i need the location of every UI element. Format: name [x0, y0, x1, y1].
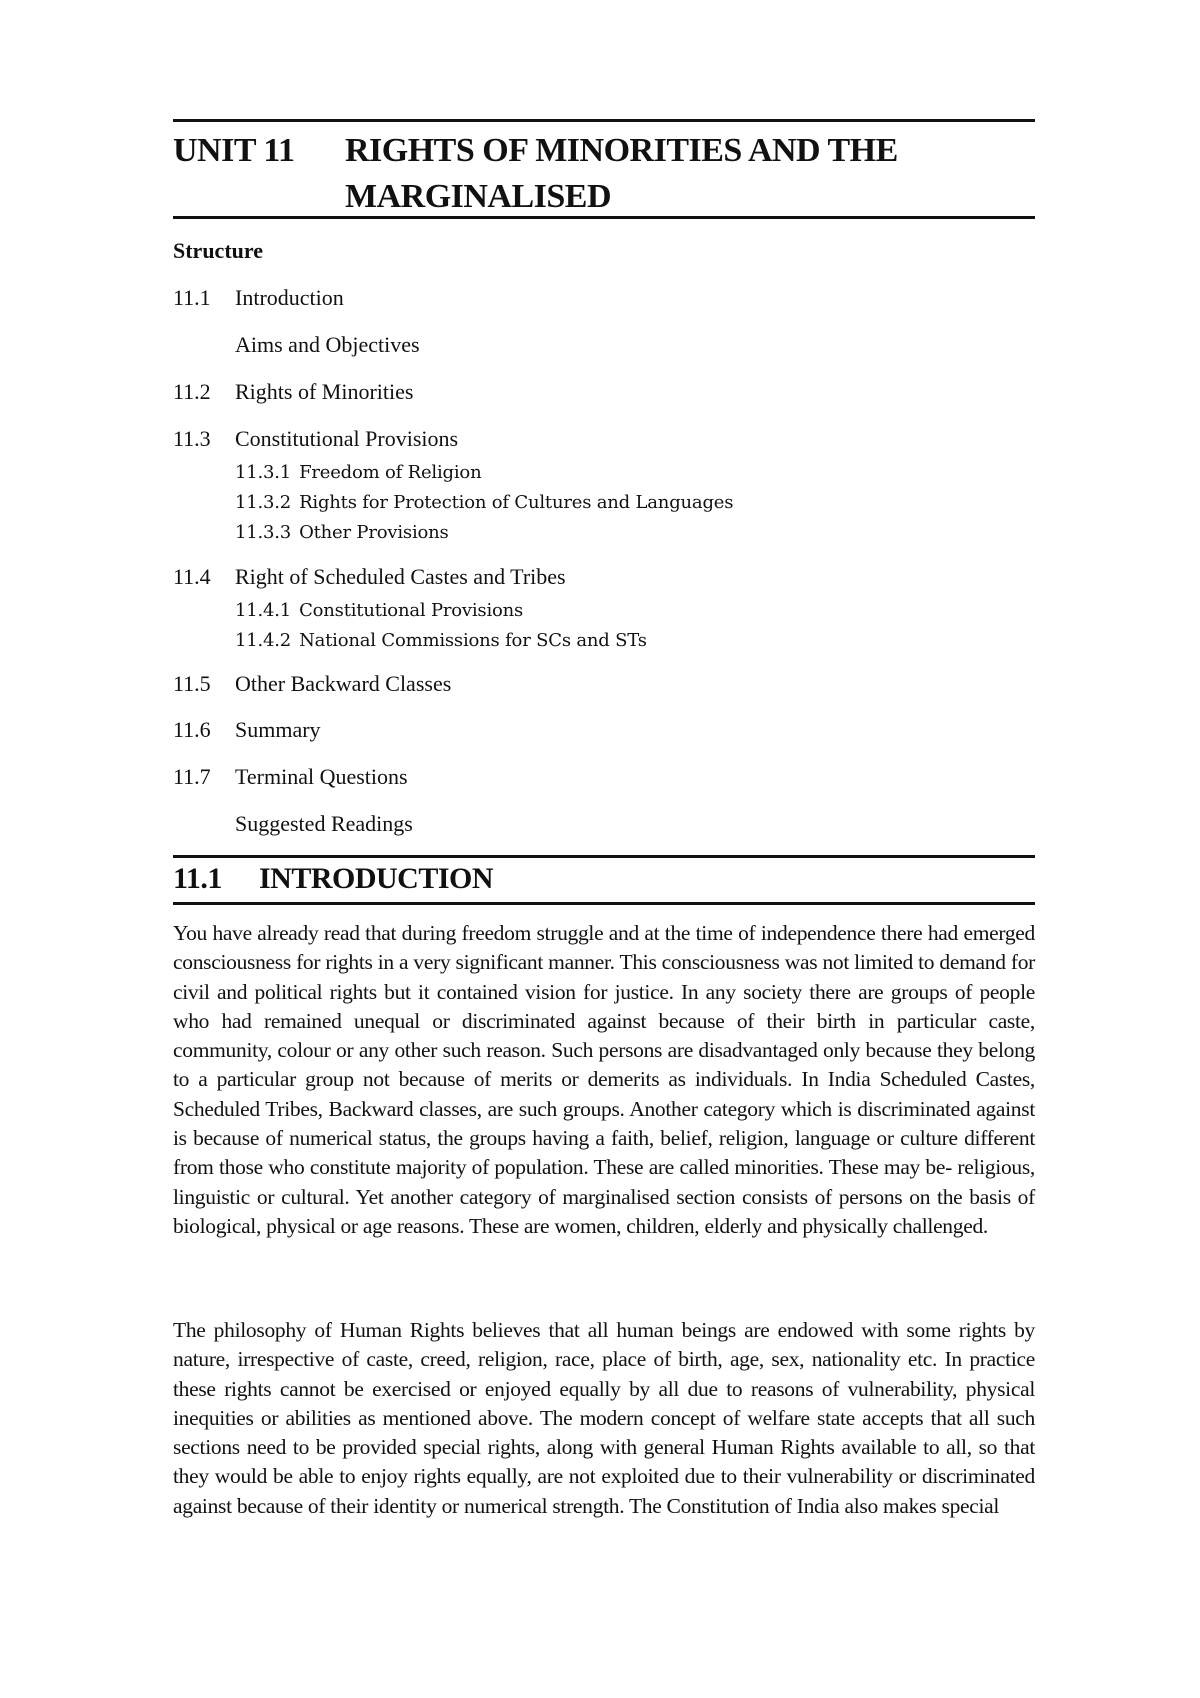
section-heading-top-rule — [173, 855, 1035, 858]
toc-subitem-label: Other Provisions — [299, 522, 449, 543]
toc-item-label: Terminal Questions — [235, 764, 408, 789]
toc-subitem-label: National Commissions for SCs and STs — [299, 630, 647, 651]
toc-item-label: Suggested Readings — [235, 811, 413, 836]
structure-label: Structure — [173, 238, 264, 263]
body-paragraph: The philosophy of Human Rights believes that all human beings are endowed with some rights by nature, irrespective of caste, creed, religion, race, place of birth, age, sex, nationality etc. In practice these rights cannot be exercised or enjoyed equally by all due to reasons of vulnerability, physical inequities or abilities as mentioned above. The modern concept of welfare state accepts that all such sections need to be provided special rights, along with general Human Rights available to all, so that they would be able to enjoy rights equally, are not exploited due to their vulnerability or discriminated against because of their identity or numerical strength. The Constitution of India also makes special — [173, 1318, 1035, 1518]
toc-subitem-number: 11.3.1 — [235, 462, 292, 483]
toc-item-number: 11.6 — [173, 717, 211, 742]
toc-item-number: 11.7 — [173, 764, 211, 789]
toc-item-label: Constitutional Provisions — [235, 426, 459, 451]
unit-heading-bottom-rule — [173, 216, 1035, 219]
unit-title: RIGHTS OF MINORITIES AND THE MARGINALISED — [345, 132, 898, 215]
toc-item-label: Summary — [235, 717, 321, 742]
section-title: INTRODUCTION — [259, 862, 494, 895]
toc-item-number: 11.4 — [173, 564, 211, 589]
toc-subitem — [235, 600, 523, 621]
toc-item-number: 11.2 — [173, 379, 211, 404]
toc-item-number: 11.5 — [173, 671, 211, 696]
toc-subitem-number: 11.3.3 — [235, 522, 292, 543]
toc-subitem — [235, 492, 733, 513]
toc-subitem-number: 11.4.1 — [235, 600, 292, 621]
unit-heading-top-rule — [173, 119, 1035, 122]
toc-item-label: Other Backward Classes — [235, 671, 452, 696]
toc-item-label: Introduction — [235, 285, 344, 310]
toc-item-label: Right of Scheduled Castes and Tribes — [235, 564, 566, 589]
toc-subitem — [235, 630, 647, 651]
body-paragraph: You have already read that during freedom struggle and at the time of independence there had emerged consciousness for rights in a very significant manner. This consciousness was not limited to demand for civil and political rights but it contained vision for justice. In any society there are groups of people who had remained unequal or discriminated against because of their birth in particular caste, community, colour or any other such reason. Such persons are disadvantaged only because they belong to a particular group not because of merits or demerits as individuals. In India Scheduled Castes, Scheduled Tribes, Backward classes, are such groups. Another category which is discriminated against is because of numerical status, the groups having a faith, belief, religion, language or culture different from those who constitute majority of population. These are called minorities. These may be- religious, linguistic or cultural. Yet another category of marginalised section consists of persons on the basis of biological, physical or age reasons. These are women, children, elderly and physically challenged. — [173, 921, 1035, 1238]
section-heading-bottom-rule — [173, 902, 1035, 905]
toc-subitem — [235, 522, 449, 543]
toc-item-number: 11.3 — [173, 426, 211, 451]
toc-item-label: Rights of Minorities — [235, 379, 414, 404]
toc-subitem-label: Rights for Protection of Cultures and Languages — [299, 492, 734, 513]
toc-subitem-label: Freedom of Religion — [299, 462, 482, 483]
toc-item-number: 11.1 — [173, 285, 211, 310]
toc-item-label: Aims and Objectives — [235, 332, 420, 357]
section-number: 11.1 — [173, 862, 222, 895]
toc-subitem-number: 11.4.2 — [235, 630, 292, 651]
unit-number: UNIT 11 — [173, 132, 295, 169]
toc-subitem — [235, 462, 481, 483]
toc-subitem-label: Constitutional Provisions — [299, 600, 524, 621]
toc-subitem-number: 11.3.2 — [235, 492, 292, 513]
